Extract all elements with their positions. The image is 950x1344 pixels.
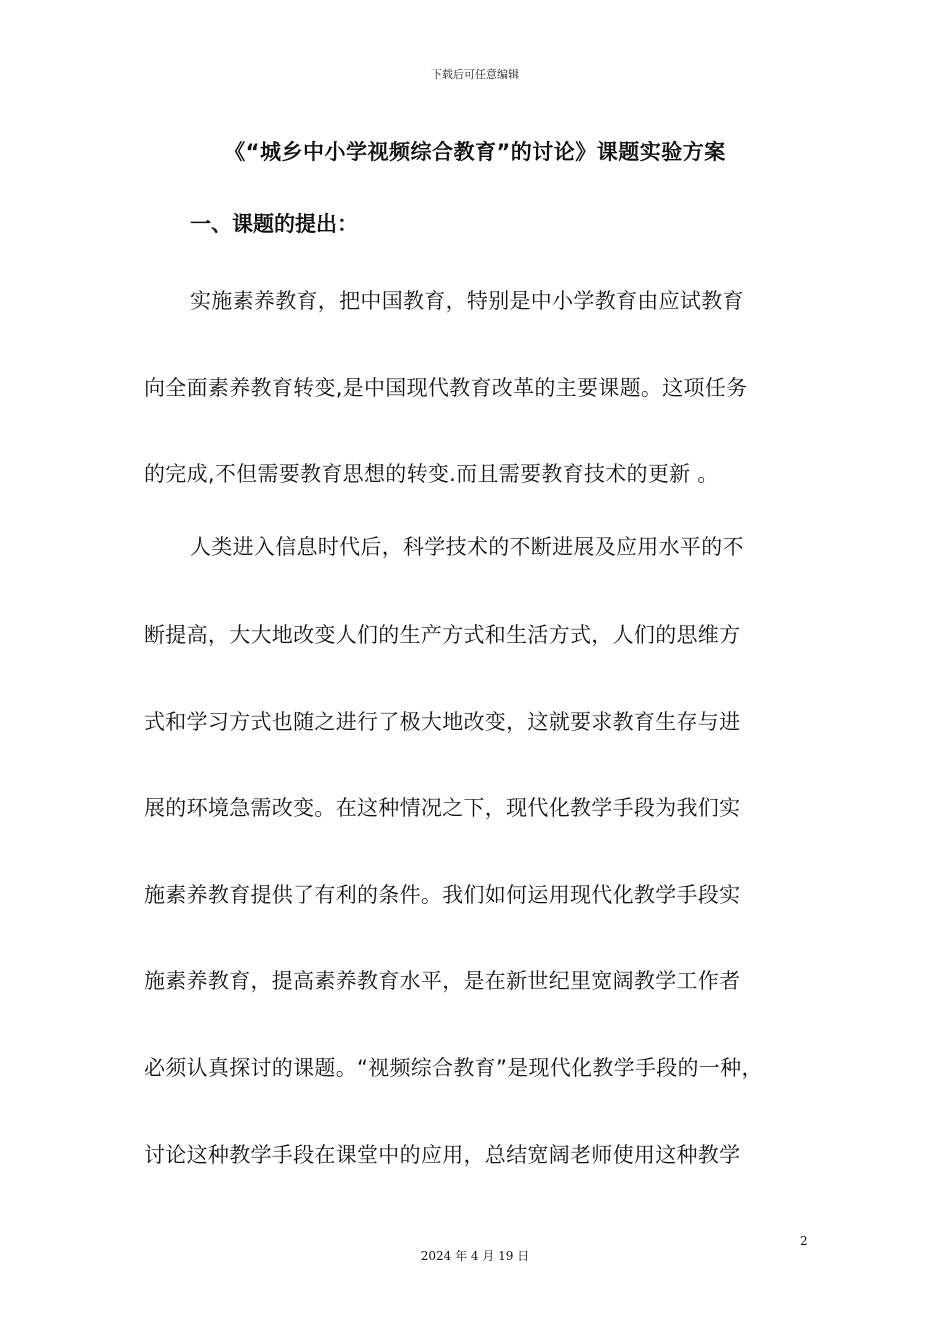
footer-date: 2024 年 4 月 19 日	[420, 1249, 530, 1263]
section-heading: 一、课题的提出：	[190, 212, 358, 236]
body-line: 向全面素养教育转变,是中国现代教育改革的主要课题。这项任务	[144, 376, 748, 400]
body-line: 必须认真探讨的课题。“视频综合教育”是现代化教学手段的一种，	[144, 1056, 763, 1080]
body-line: 的完成,不但需要教育思想的转变.而且需要教育技术的更新 。	[144, 462, 719, 486]
body-line: 施素养教育提供了有利的条件。我们如何运用现代化教学手段实	[144, 883, 741, 907]
body-line: 实施素养教育，把中国教育，特别是中小学教育由应试教育	[190, 289, 744, 313]
header-note: 下载后可任意编辑	[431, 68, 519, 81]
body-line: 断提高，大大地改变人们的生产方式和生活方式，人们的思维方	[144, 623, 741, 647]
body-line: 施素养教育，提高素养教育水平，是在新世纪里宽阔教学工作者	[144, 969, 741, 993]
body-line: 展的环境急需改变。在这种情况之下，现代化教学手段为我们实	[144, 796, 741, 820]
body-line: 式和学习方式也随之进行了极大地改变，这就要求教育生存与进	[144, 710, 741, 734]
body-line: 人类进入信息时代后，科学技术的不断进展及应用水平的不	[190, 535, 744, 559]
document-title: 《“城乡中小学视频综合教育”的讨论》课题实验方案	[224, 140, 726, 164]
body-line: 讨论这种教学手段在课堂中的应用，总结宽阔老师使用这种教学	[144, 1143, 741, 1167]
page-number: 2	[800, 1234, 808, 1248]
